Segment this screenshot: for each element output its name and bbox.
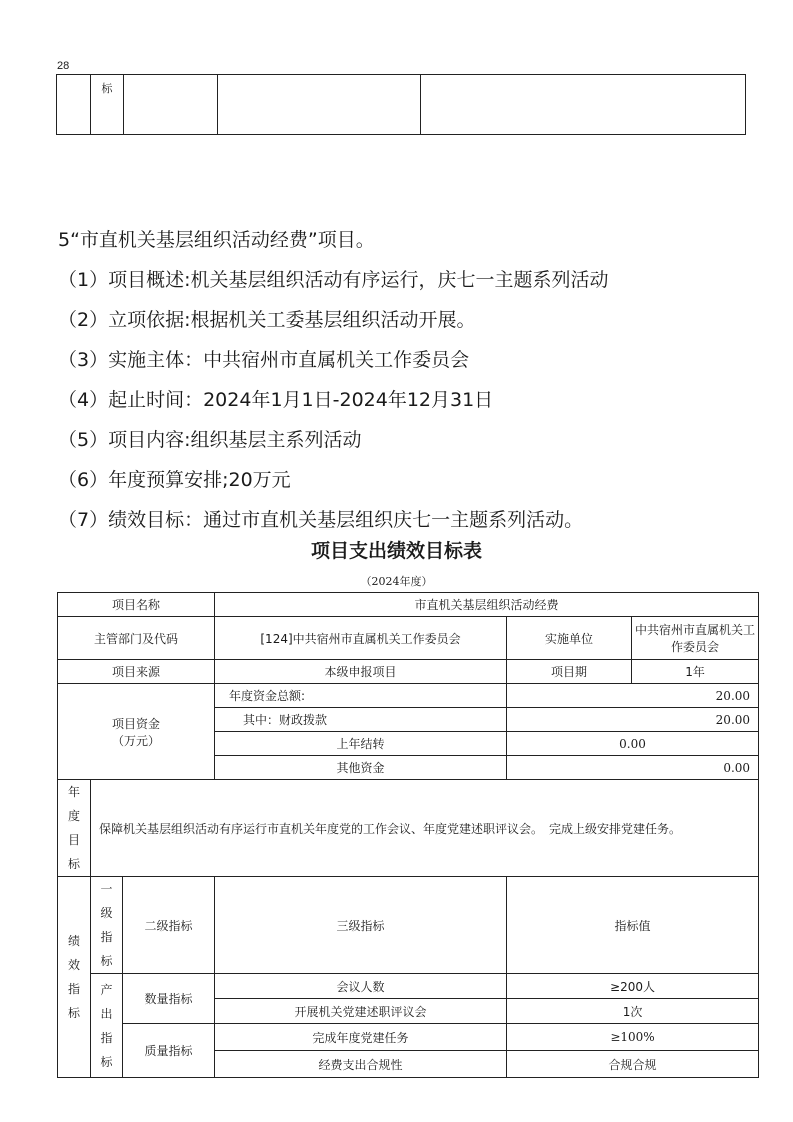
table-row [58,617,759,660]
output-indicator-label [91,974,123,1078]
fund-label-line: （万元） [112,733,161,748]
table-row [58,593,759,617]
indicator-value: 1次 [507,999,759,1024]
level3-indicator: 完成年度党建任务 [215,1024,507,1051]
performance-goal-table [57,592,759,1078]
indicator-value: ≥100% [507,1024,759,1051]
level3-indicator: 经费支出合规性 [215,1051,507,1078]
table-cell: 标 [91,75,124,135]
fund-row-label: 年度资金总额: [215,684,507,708]
table-cell [421,75,746,135]
table-cell [218,75,421,135]
fund-row-label: 其他资金 [215,756,507,780]
impl-unit-value: 中共宿州市直属机关工作委员会 [632,617,759,660]
level1-header-char: 指 [100,930,113,944]
output-indicator-label-char: 产 [100,982,113,997]
annual-goal-label-char: 目 [67,833,80,847]
fund-row-value: 20.00 [507,708,759,732]
fund-row-value: 0.00 [507,732,759,756]
level3-indicator: 会议人数 [215,974,507,999]
project-name-label: 项目名称 [58,593,215,617]
body-line: （3）实施主体：中共宿州市直属机关工作委员会 [58,349,470,371]
fund-row-value: 0.00 [507,756,759,780]
level3-header: 三级指标 [215,877,507,974]
body-line: （1）项目概述:机关基层组织活动有序运行，庆七一主题系列活动 [58,269,609,291]
table-subtitle: （2024年度） [360,575,433,588]
body-line: （6）年度预算安排;20万元 [58,469,291,491]
level1-header-char: 标 [100,954,113,968]
impl-unit-label: 实施单位 [507,617,632,660]
source-label: 项目来源 [58,660,215,684]
project-name-value: 市直机关基层组织活动经费 [215,593,759,617]
perf-indicator-label-char: 标 [67,1006,80,1020]
perf-indicator-label [58,877,91,1078]
table-row [58,684,759,708]
period-label: 项目期 [507,660,632,684]
fund-label [58,684,215,780]
table-row [58,877,759,974]
level2-indicator: 质量指标 [123,1024,215,1078]
perf-indicator-label-char: 效 [67,958,80,972]
level3-indicator: 开展机关党建述职评议会 [215,999,507,1024]
table-row [58,1024,759,1051]
output-indicator-label-char: 指 [100,1030,113,1045]
indicator-value: ≥200人 [507,974,759,999]
period-value: 1年 [632,660,759,684]
perf-indicator-label-char: 指 [67,982,80,996]
body-line: （4）起止时间：2024年1月1日-2024年12月31日 [58,389,494,411]
indicator-value-header: 指标值 [507,877,759,974]
previous-table-fragment [56,74,746,135]
page-number: 28 [57,60,70,72]
output-indicator-label-char: 标 [100,1054,113,1069]
level2-indicator: 数量指标 [123,974,215,1024]
table-row [57,75,746,135]
level1-header-char: 级 [100,906,113,920]
body-line: （2）立项依据:根据机关工委基层组织活动开展。 [58,309,476,331]
level1-header-char: 一 [100,882,113,896]
fund-row-label: 其中：财政拨款 [215,708,507,732]
table-cell [57,75,91,135]
table-row [58,780,759,877]
fund-label-line: 项目资金 [112,716,161,731]
project-description [58,220,758,540]
fund-row-label: 上年结转 [215,732,507,756]
table-row [58,660,759,684]
annual-goal-label [58,780,91,877]
level2-header: 二级指标 [123,877,215,974]
indicator-value: 合规合规 [507,1051,759,1078]
dept-value: [124]中共宿州市直属机关工作委员会 [215,617,507,660]
dept-label: 主管部门及代码 [58,617,215,660]
output-indicator-label-char: 出 [100,1006,113,1021]
body-line: 5“市直机关基层组织活动经费”项目。 [58,229,375,251]
annual-goal-label-char: 度 [67,809,80,823]
fund-row-value: 20.00 [507,684,759,708]
level1-header [91,877,123,974]
table-title: 项目支出绩效目标表 [310,540,482,562]
source-value: 本级申报项目 [215,660,507,684]
annual-goal-label-char: 标 [67,857,80,871]
body-line: （5）项目内容:组织基层主系列活动 [58,429,362,451]
annual-goal-text: 保障机关基层组织活动有序运行市直机关年度党的工作会议、年度党建述职评议会。 完成上级安排党建任务。 [91,780,759,877]
body-line: （7）绩效目标：通过市直机关基层组织庆七一主题系列活动。 [58,509,584,531]
annual-goal-label-char: 年 [67,785,80,799]
table-row [58,974,759,999]
table-cell [124,75,218,135]
perf-indicator-label-char: 绩 [67,934,80,948]
